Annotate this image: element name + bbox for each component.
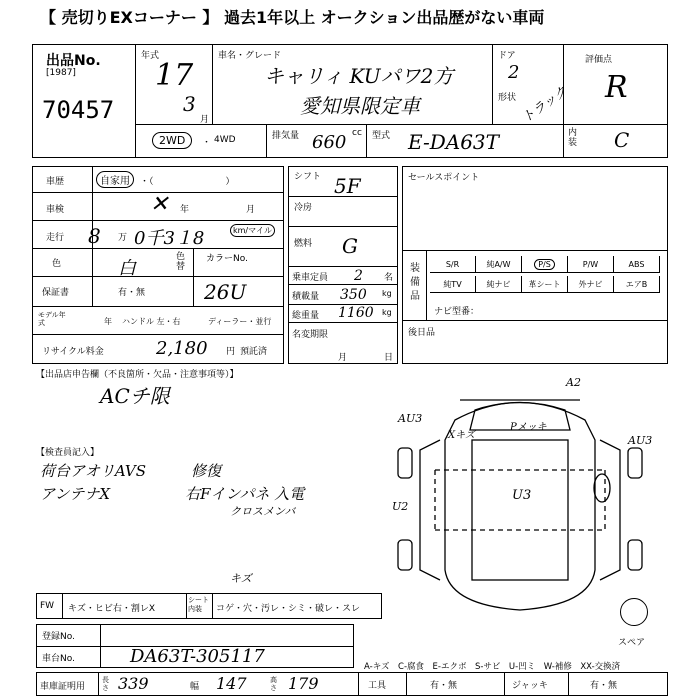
lot-sub: [1987] <box>46 68 76 78</box>
spare-label: スペア <box>618 638 646 648</box>
chassis-value: DA63T-305117 <box>130 646 265 667</box>
jack-value: 有・無 <box>590 681 618 691</box>
fw-label: FW <box>40 601 55 611</box>
history-label: 車歴 <box>46 177 65 187</box>
page-header: 【 売切りEXコーナー 】 過去1年以上 オークション出品歴がない車両 <box>40 8 545 27</box>
drive-sep: ・ <box>202 138 212 148</box>
year-label: 年式 <box>141 51 160 61</box>
gross-value: 1160 <box>338 305 374 321</box>
shift-value: 5F <box>334 174 361 198</box>
month-unit: 月 <box>200 115 210 125</box>
jack-label: ジャッキ <box>512 681 548 691</box>
gross-label: 総重量 <box>292 311 320 321</box>
diag-label-kizu: Xキズ <box>448 430 475 441</box>
load-unit: kg <box>382 289 392 298</box>
equipment-item: ABS <box>614 256 660 273</box>
displacement-label: 排気量 <box>272 131 300 141</box>
equipment-item: P/S <box>522 256 568 273</box>
capacity-value: 2 <box>354 268 363 284</box>
cert-height-label: 高さ <box>270 676 277 692</box>
inspection-value: ✕ <box>150 192 169 217</box>
load-label: 積載量 <box>292 292 320 302</box>
damage-legend: A-キズ C-腐食 E-エクボ S-サビ U-凹ミ W-補修 XX-交換済 <box>364 662 621 672</box>
cert-length: 339 <box>118 674 149 693</box>
expiry-day: 日 <box>384 353 394 363</box>
shape-label: 形状 <box>498 93 517 103</box>
expiry-label: 名変期限 <box>292 330 329 340</box>
door-label: ドア <box>498 51 516 61</box>
fuel-value: G <box>342 234 358 258</box>
recycle-value: 2,180 <box>156 338 208 359</box>
sales-label: セールスポイント <box>408 173 480 183</box>
register-label: 登録No. <box>42 632 75 642</box>
equipment-item: 外ナビ <box>568 276 614 293</box>
recycle-label: リサイクル料金 <box>42 347 104 357</box>
model-label: 車名・グレード <box>218 51 282 61</box>
diag-label-a2: A2 <box>566 376 581 389</box>
model-year-handle: ハンドル 左・右 <box>122 317 181 326</box>
capacity-label: 乗車定員 <box>292 273 329 283</box>
lot-label: 出品No. <box>46 53 101 69</box>
navi-label: ナビ型番： <box>434 307 480 317</box>
color-value: 白 <box>118 258 136 279</box>
expiry-month: 月 <box>338 353 348 363</box>
fw-note: キズ <box>230 572 252 585</box>
interior-value: C <box>614 128 630 152</box>
cert-height: 179 <box>288 674 319 693</box>
afterfit-label: 後日品 <box>408 328 436 338</box>
shape-value: トラック <box>519 84 571 127</box>
model-year-label: モデル年式 <box>38 311 66 327</box>
equipment-item: S/R <box>430 256 476 273</box>
cert-width-label: 幅 <box>190 682 200 692</box>
warranty-label: 保証書 <box>42 288 70 298</box>
equipment-item: エアB <box>614 276 660 293</box>
month-value: 3 <box>183 92 196 116</box>
inspector-line2: アンテナX 右Fインパネ 入電 <box>40 485 305 503</box>
gross-unit: kg <box>382 308 392 317</box>
color-code-label: カラーNo. <box>206 254 248 264</box>
cert-label: 車庫証明用 <box>40 682 86 692</box>
history-value: 自家用 <box>96 171 134 188</box>
mileage-unit: km/マイル <box>230 224 275 237</box>
model-note: 愛知県限定車 <box>300 94 420 118</box>
recycle-unit: 円 <box>226 347 236 357</box>
type-value: E-DA63T <box>408 130 499 154</box>
fw-items2: コゲ・穴・汚レ・シミ・破レ・スレ <box>216 604 361 614</box>
diag-label-mekki: Pメッキ <box>510 422 547 433</box>
equipment-item: P/W <box>568 256 614 273</box>
aircon-label: 冷房 <box>294 203 313 213</box>
type-label: 型式 <box>372 131 391 141</box>
shift-label: シフト <box>294 172 322 182</box>
model-year-year: 年 <box>104 317 112 326</box>
score-label: 評価点 <box>585 55 613 65</box>
equipment-label: 装備品 <box>410 263 420 302</box>
color-sublabel: 色替 <box>176 252 186 272</box>
equipment-item: 純TV <box>430 276 476 293</box>
equipment-item: 革シート <box>522 276 568 293</box>
score-value: R <box>605 70 628 105</box>
chassis-label: 車台No. <box>42 654 75 664</box>
inspector-label: 【検査員記入】 <box>36 448 100 458</box>
equipment-item: 純A/W <box>476 256 522 273</box>
load-value: 350 <box>340 287 367 303</box>
model-year-dealer: ディーラー・並行 <box>208 317 272 326</box>
mileage-rest: 0千3１8 <box>134 228 205 249</box>
drive-2wd: 2WD <box>152 132 192 149</box>
door-value: 2 <box>508 62 520 83</box>
displacement-value: 660 <box>312 132 347 153</box>
diag-label-u2: U2 <box>392 500 409 513</box>
model-name: キャリィ KUパワ2方 <box>264 64 454 88</box>
tools-label: 工具 <box>368 681 387 691</box>
inspection-year: 年 <box>180 205 190 215</box>
fuel-label: 燃料 <box>294 239 313 249</box>
lot-number: 70457 <box>42 96 115 124</box>
equipment-item: 純ナビ <box>476 276 522 293</box>
declaration-label: 【出品店申告欄（不良箇所・欠品・注意事項等）】 <box>36 370 239 380</box>
interior-label: 内装 <box>568 128 578 148</box>
spare-tire-icon <box>620 598 648 626</box>
mileage-man-unit: 万 <box>118 233 128 243</box>
cert-length-label: 長さ <box>102 676 109 692</box>
fw-sheet: シート内装 <box>188 596 209 613</box>
cert-width: 147 <box>216 674 247 693</box>
fw-items: キズ・ヒビ右・割レX <box>68 604 155 614</box>
capacity-unit: 名 <box>384 273 394 283</box>
recycle-suffix: 預託済 <box>240 347 268 357</box>
declaration-text: ACチ限 <box>100 384 170 408</box>
history-rest: ・（ ） <box>140 177 235 187</box>
year-value: 17 <box>155 58 194 93</box>
color-label: 色 <box>52 259 62 269</box>
inspector-line1: 荷台アオリAVS 修復 <box>40 462 222 480</box>
mileage-label: 走行 <box>46 233 65 243</box>
warranty-value: 有・無 <box>118 288 146 298</box>
mileage-man: 8 <box>88 224 101 248</box>
inspection-month: 月 <box>246 205 256 215</box>
tools-value: 有・無 <box>430 681 458 691</box>
color-code-value: 26U <box>204 280 247 304</box>
diag-label-au3-right: AU3 <box>628 434 653 447</box>
drive-4wd: 4WD <box>214 135 236 145</box>
inspector-line3: クロスメンバ <box>230 505 296 518</box>
displacement-unit: cc <box>352 128 362 138</box>
inspection-label: 車検 <box>46 205 65 215</box>
diag-label-au3-left: AU3 <box>398 412 423 425</box>
diag-label-u3: U3 <box>512 488 532 503</box>
